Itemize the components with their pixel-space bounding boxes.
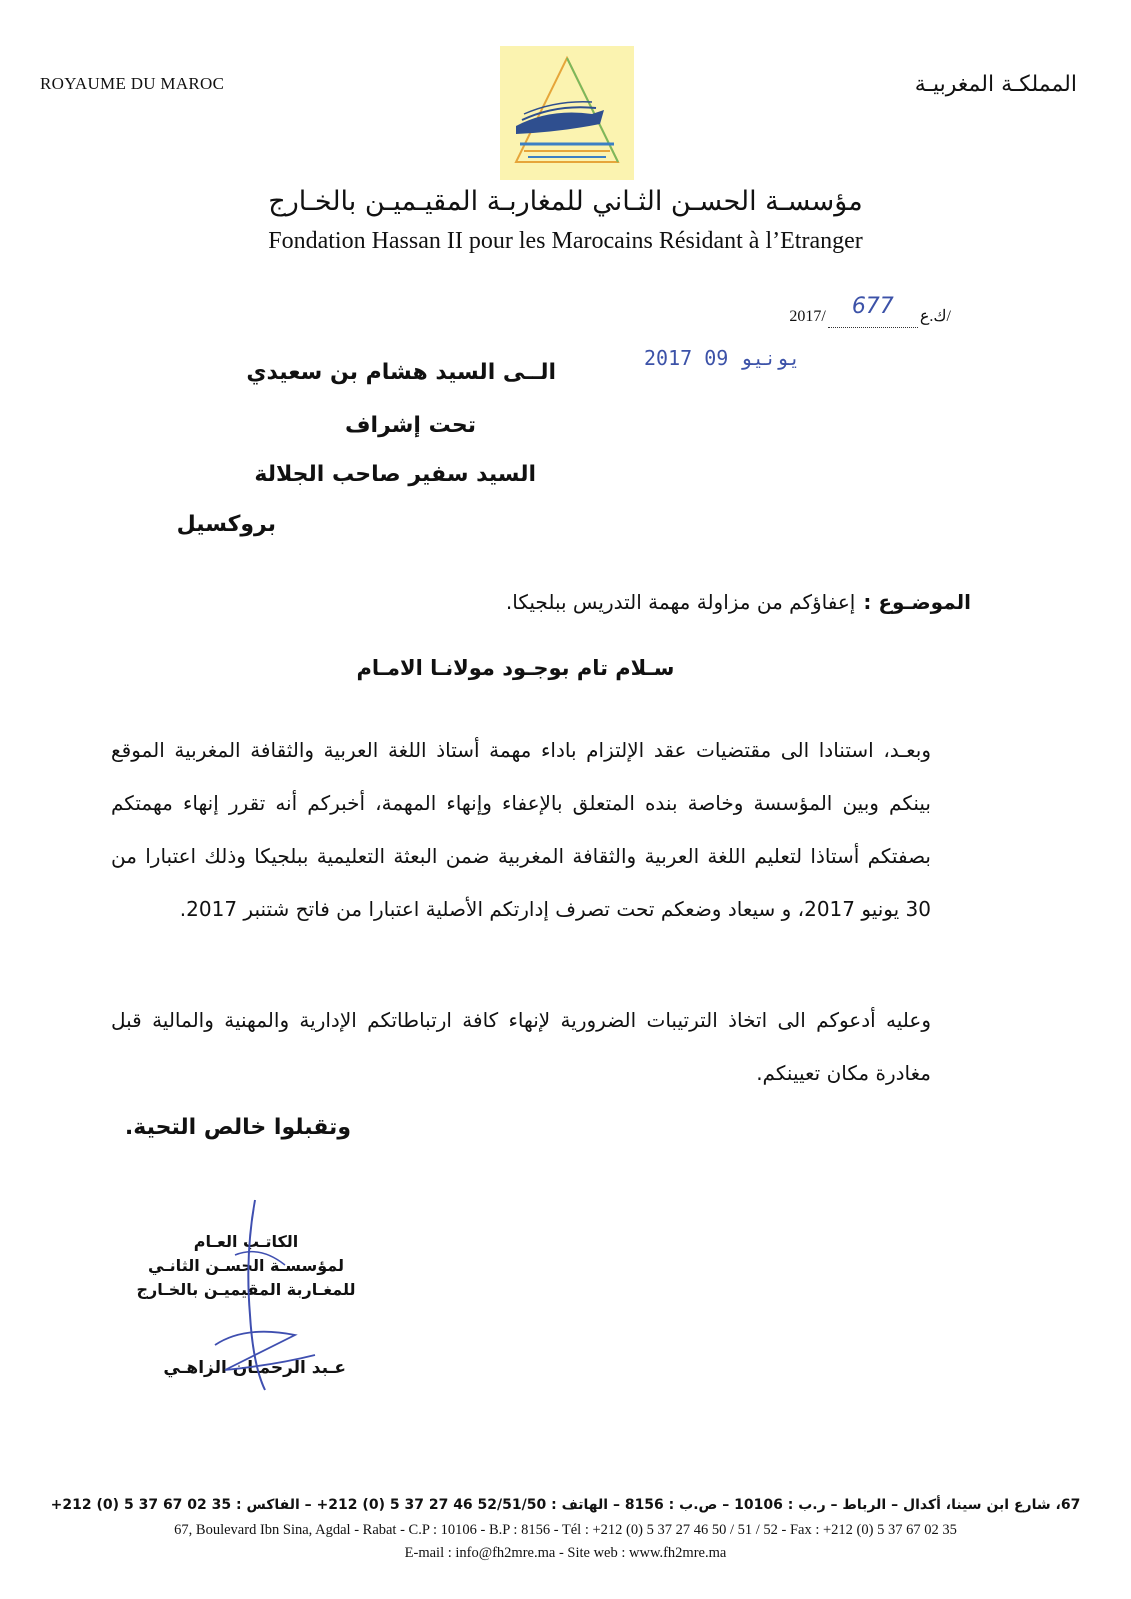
signatory-title-line-3: للمغـاربة المقيميـن بالخـارج [136,1280,356,1299]
signatory-name: عـبد الرحمـان الزاهـي [163,1358,346,1378]
reference-label: ك.ع/ [919,308,951,325]
addressee-supervision: تحت إشراف [344,413,476,438]
reference-number: 677 [851,294,894,319]
subject-label: الموضـوع : [863,590,971,614]
foundation-name-ar: مؤسسـة الحسـن الثـاني للمغاربـة المقيـميـن بالخـارج [268,186,863,217]
footer-contact: E-mail : info@fh2mre.ma - Site web : www.fh2mre.ma [404,1545,727,1561]
reference-line [789,294,951,328]
signatory-title-line-1: الكاتـب العـام [193,1232,299,1251]
body-paragraph-1: وبعـد، استنادا الى مقتضيات عقد الإلتزام باداء مهمة أستاذ اللغة العربية والثقافة المغربية الموقع بينكم وبين المؤسسة وخاصة بنده المتعلق بالإعفاء وإنهاء المهمة، أخبركم أنه تقرر إنهاء مهمتكم بصفتكم أستاذا لتعليم اللغة العربية والثقافة المغربية ضمن البعثة التعليمية ببلجيكا وذلك اعتبارا من 30 يونيو 2017، و سيعاد وضعكم تحت تصرف إدارتكم الأصلية اعتبارا من فاتح شتنبر 2017. [111,738,931,921]
kingdom-name-fr: ROYAUME DU MAROC [40,74,225,93]
subject-line [506,590,971,614]
addressee-city: بروكسيل [176,512,276,537]
handwritten-signature-icon [205,1195,325,1395]
footer-address-ar: 67، شارع ابن سينا، أكدال – الرباط – ر.ب : 10106 – ص.ب : 8156 – الهاتف : 52/51/50 46 27 37 5 (0) 212+ – الفاكس : 35 02 67 37 5 (0) 212+ [50,1497,1081,1513]
footer-address-fr: 67, Boulevard Ibn Sina, Agdal - Rabat - C.P : 10106 - B.P : 8156 - Tél : +212 (0) 5 37 27 46 50 / 51 / 52 - Fax : +212 (0) 5 37 67 02 35 [174,1522,957,1538]
signatory-title-line-2: لمؤسسـة الحسـن الثانـي [148,1256,344,1275]
foundation-name-fr: Fondation Hassan II pour les Marocains Résidant à l’Etranger [268,228,863,254]
greeting: سـلام تام بوجـود مولانـا الامـام [356,656,675,680]
addressee-ambassador: السيد سفير صاحب الجلالة [254,462,536,487]
addressee-name: الــى السيد هشام بن سعيدي [246,360,556,385]
subject-text: إعفاؤكم من مزاولة مهمة التدريس ببلجيكا. [505,590,856,614]
body-paragraph-2: وعليه أدعوكم الى اتخاذ الترتيبات الضرورية لإنهاء كافة ارتباطاتكم الإدارية والمهنية والمالية قبل مغادرة مكان تعيينكم. [111,1008,931,1085]
closing: وتقبلوا خالص التحية. [124,1115,351,1140]
kingdom-name-ar: المملكـة المغربيـة [914,72,1077,97]
foundation-logo [500,46,634,180]
reference-year: 2017/ [789,308,826,325]
triangle-ship-logo-icon [500,46,634,180]
date-stamp: 2017 يونيو 09 [644,346,801,370]
